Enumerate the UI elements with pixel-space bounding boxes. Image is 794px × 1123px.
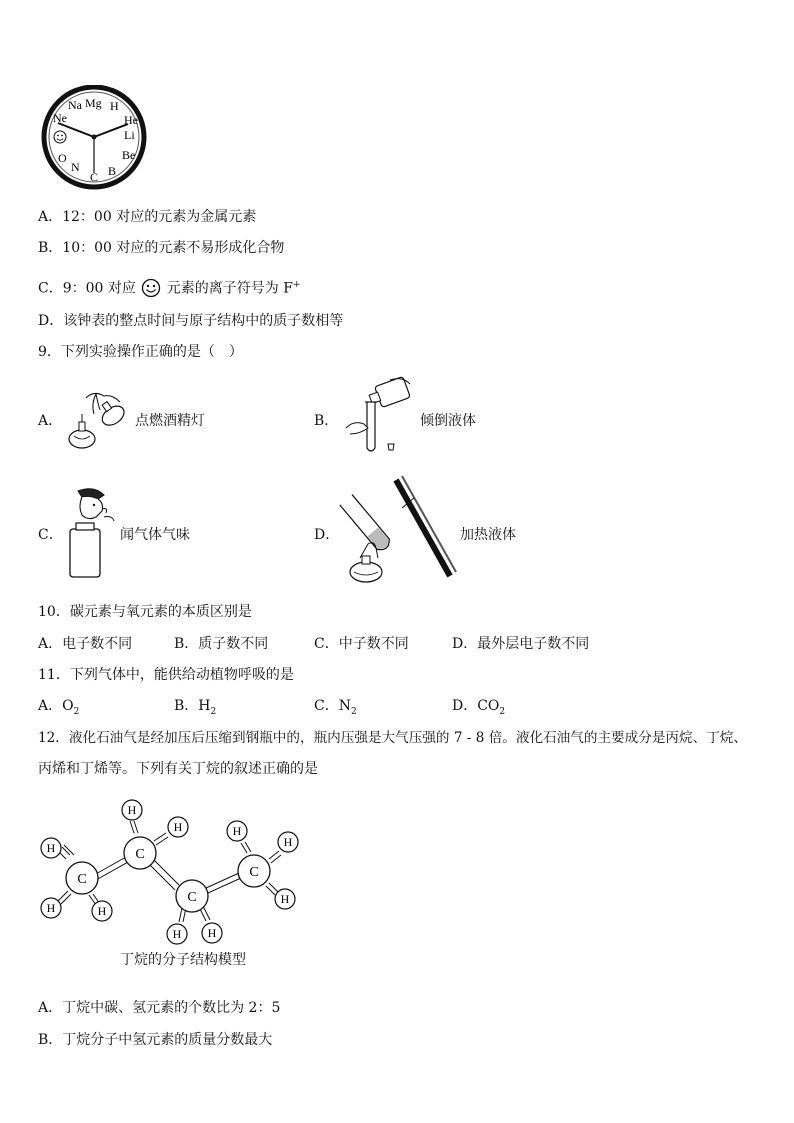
svg-text:H: H	[46, 901, 56, 915]
q8-option-c-suffix: 元素的离子符号为 F	[166, 280, 293, 297]
clock-label-6: C	[90, 170, 99, 184]
hydrogen-atom	[41, 838, 61, 858]
clock-label-5: B	[108, 164, 117, 178]
q11-option-a-subscript: 2	[73, 706, 80, 717]
q9-d-text: 加热液体	[460, 527, 516, 543]
hydrogen-atom	[167, 924, 187, 944]
clock-label-10: Ne	[53, 111, 67, 125]
clock-label-7: N	[71, 160, 80, 174]
smiley-face-icon	[141, 278, 161, 298]
clock-label-8: O	[58, 151, 67, 165]
svg-text:H: H	[280, 892, 290, 906]
svg-text:H: H	[46, 841, 56, 855]
hydrogen-atom	[168, 817, 188, 837]
hydrogen-atom	[278, 832, 298, 852]
svg-text:C: C	[187, 890, 197, 905]
lighting-alcohol-lamp-figure	[64, 384, 134, 454]
q10-stem: 10．碳元素与氧元素的本质区别是	[38, 604, 252, 620]
smiley-face-icon	[54, 131, 66, 143]
hydrogen-atom	[275, 889, 295, 909]
q10-option-c: C．中子数不同	[314, 636, 409, 652]
q11-option-d	[452, 697, 505, 721]
hydrogen-atom	[92, 901, 112, 921]
clock-label-2: He	[124, 113, 138, 127]
q12-stem-line2: 丙烯和丁烯等。下列有关丁烷的叙述正确的是	[38, 761, 318, 777]
clock-label-4: Be	[122, 148, 136, 162]
q11-option-a-formula: A．O	[38, 698, 74, 714]
q8-option-c-prefix: C．9：00 对应	[38, 280, 136, 297]
clock-label-11: Na	[68, 98, 82, 112]
q8-option-d: D．该钟表的整点时间与原子结构中的质子数相等	[38, 313, 344, 329]
q9-c-text: 闻气体气味	[120, 527, 190, 543]
q11-option-d-subscript: 2	[499, 706, 506, 717]
q11-option-a	[38, 697, 79, 721]
hydrogen-atom	[41, 898, 61, 918]
q12-stem-line1: 12．液化石油气是经加压后压缩到钢瓶中的，瓶内压强是大气压强的 7 - 8 倍。液化石油气的主要成分是丙烷、丁烷、	[38, 730, 747, 746]
q8-option-c-charge: +	[292, 280, 301, 290]
svg-text:H: H	[127, 803, 137, 817]
svg-text:H: H	[283, 835, 293, 849]
butane-molecule-model	[34, 795, 314, 955]
q11-option-b	[174, 697, 216, 721]
q8-option-c	[38, 276, 301, 298]
q9-b-letter: B．	[314, 413, 339, 429]
svg-text:H: H	[232, 824, 242, 838]
svg-text:C: C	[77, 872, 87, 887]
q9-a-text: 点燃酒精灯	[135, 413, 205, 429]
element-clock	[38, 85, 150, 190]
q11-option-c	[314, 697, 357, 721]
svg-text:C: C	[249, 865, 259, 880]
q12-option-b: B．丁烷分子中氢元素的质量分数最大	[38, 1032, 273, 1048]
q11-option-c-formula: C．N	[314, 698, 351, 714]
carbon-atom	[176, 880, 208, 912]
q11-option-c-subscript: 2	[350, 706, 357, 717]
q9-b-text: 倾倒液体	[420, 413, 476, 429]
clock-label-3: Li	[124, 128, 135, 142]
q9-a-letter: A．	[38, 413, 63, 429]
butane-model-caption: 丁烷的分子结构模型	[120, 952, 246, 968]
q9-stem: 9．下列实验操作正确的是（ ）	[38, 344, 243, 360]
carbon-atom	[66, 862, 98, 894]
carbon-atom	[238, 855, 270, 887]
q10-option-a: A．电子数不同	[38, 636, 133, 652]
q9-c-letter: C．	[38, 527, 63, 543]
smelling-gas-figure	[64, 485, 122, 580]
svg-text:H: H	[173, 820, 183, 834]
q11-option-b-formula: B．H	[174, 698, 211, 714]
heating-liquid-figure	[338, 468, 458, 590]
hydrogen-atom	[122, 800, 142, 820]
q10-option-d: D．最外层电子数不同	[452, 636, 590, 652]
q11-option-d-formula: D．CO	[452, 698, 500, 714]
svg-text:H: H	[97, 904, 107, 918]
hydrogen-atom	[227, 821, 247, 841]
q9-d-letter: D．	[314, 527, 340, 543]
pouring-liquid-figure	[340, 376, 415, 461]
svg-text:H: H	[172, 927, 182, 941]
q8-option-a: A．12：00 对应的元素为金属元素	[38, 209, 257, 225]
q11-stem: 11．下列气体中，能供给动植物呼吸的是	[38, 667, 294, 683]
q10-option-b: B．质子数不同	[174, 636, 269, 652]
q12-option-a: A．丁烷中碳、氢元素的个数比为 2：5	[38, 1000, 281, 1016]
svg-text:C: C	[135, 847, 145, 862]
clock-label-1: H	[110, 99, 119, 113]
carbon-atom	[124, 837, 156, 869]
hydrogen-atom	[202, 923, 222, 943]
q8-option-b: B．10：00 对应的元素不易形成化合物	[38, 240, 285, 256]
svg-text:H: H	[207, 926, 217, 940]
clock-label-12: Mg	[85, 96, 102, 110]
q11-option-b-subscript: 2	[210, 706, 217, 717]
